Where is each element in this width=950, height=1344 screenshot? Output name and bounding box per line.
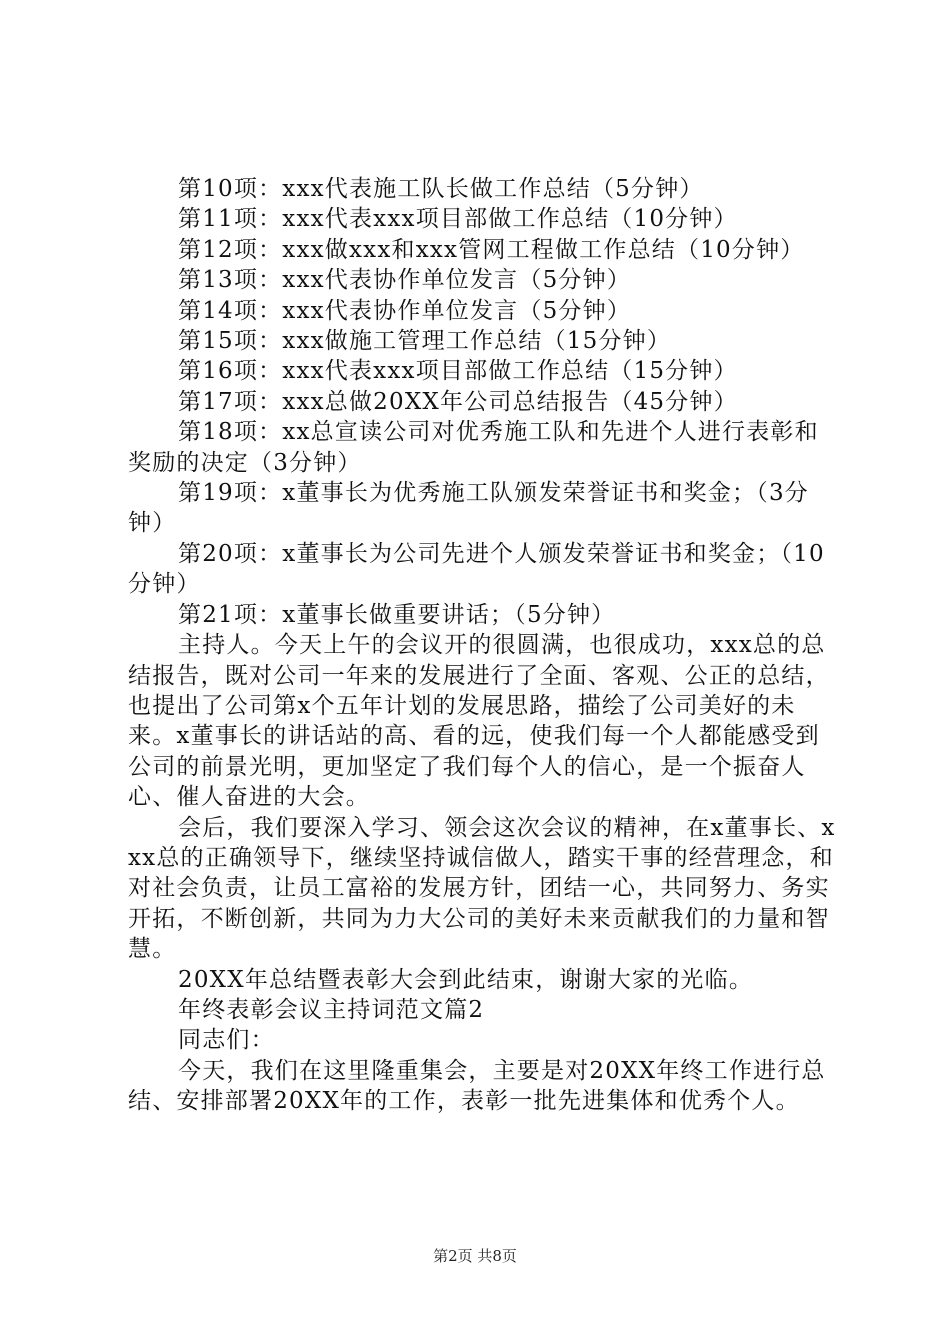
after-meeting-paragraph: 会后，我们要深入学习、领会这次会议的精神，在x董事长、xxx总的正确领导下，继续坚持诚信做人，踏实干事的经营理念，和对社会负责，让员工富裕的发展方针，团结一心，共同努力、务实开拓，不断创新，共同为力大公司的美好未来贡献我们的力量和智慧。: [128, 814, 836, 963]
host-closing-paragraph: 主持人。今天上午的会议开的很圆满，也很成功，xxx总的总结报告，既对公司一年来的发展进行了全面、客观、公正的总结，也提出了公司第x个五年计划的发展思路，描绘了公司美好的未来。x董事长的讲话站的高、看的远，使我们每一个人都能感受到公司的前景光明，更加坚定了我们每个人的信心，是一个振奋人心、催人奋进的大会。: [128, 632, 830, 811]
page-number-footer: 第2页 共8页: [433, 1247, 517, 1265]
agenda-item-18: 第18项：xx总宣读公司对优秀施工队和先进个人进行表彰和奖励的决定（3分钟）: [128, 419, 819, 476]
agenda-item-20: 第20项：x董事长为公司先进个人颁发荣誉证书和奖金；（10分钟）: [128, 540, 825, 598]
section-title: 年终表彰会议主持词范文篇2: [178, 996, 485, 1023]
agenda-item-19: 第19项：x董事长为优秀施工队颁发荣誉证书和奖金；（3分钟）: [128, 480, 809, 537]
agenda-item-15: 第15项：xxx做施工管理工作总结（15分钟）: [178, 328, 672, 355]
agenda-item-17: 第17项：xxx总做20XX年公司总结报告（45分钟）: [178, 388, 738, 415]
agenda-item-16: 第16项：xxx代表xxx项目部做工作总结（15分钟）: [178, 358, 738, 385]
agenda-item-11: 第11项：xxx代表xxx项目部做工作总结（10分钟）: [178, 206, 738, 233]
salutation: 同志们：: [178, 1027, 275, 1054]
agenda-item-10: 第10项：xxx代表施工队长做工作总结（5分钟）: [178, 176, 704, 202]
agenda-item-21: 第21项：x董事长做重要讲话；（5分钟）: [178, 601, 616, 628]
agenda-item-13: 第13项：xxx代表协作单位发言（5分钟）: [178, 267, 632, 294]
agenda-item-12: 第12项：xxx做xxx和xxx管网工程做工作总结（10分钟）: [178, 236, 805, 263]
document-body: [128, 174, 838, 1117]
meeting-end-paragraph: 20XX年总结暨表彰大会到此结束，谢谢大家的光临。: [178, 966, 754, 993]
agenda-item-14: 第14项：xxx代表协作单位发言（5分钟）: [178, 297, 632, 324]
opening-paragraph: 今天，我们在这里隆重集会，主要是对20XX年终工作进行总结、安排部署20XX年的工作，表彰一批先进集体和优秀个人。: [128, 1057, 826, 1115]
